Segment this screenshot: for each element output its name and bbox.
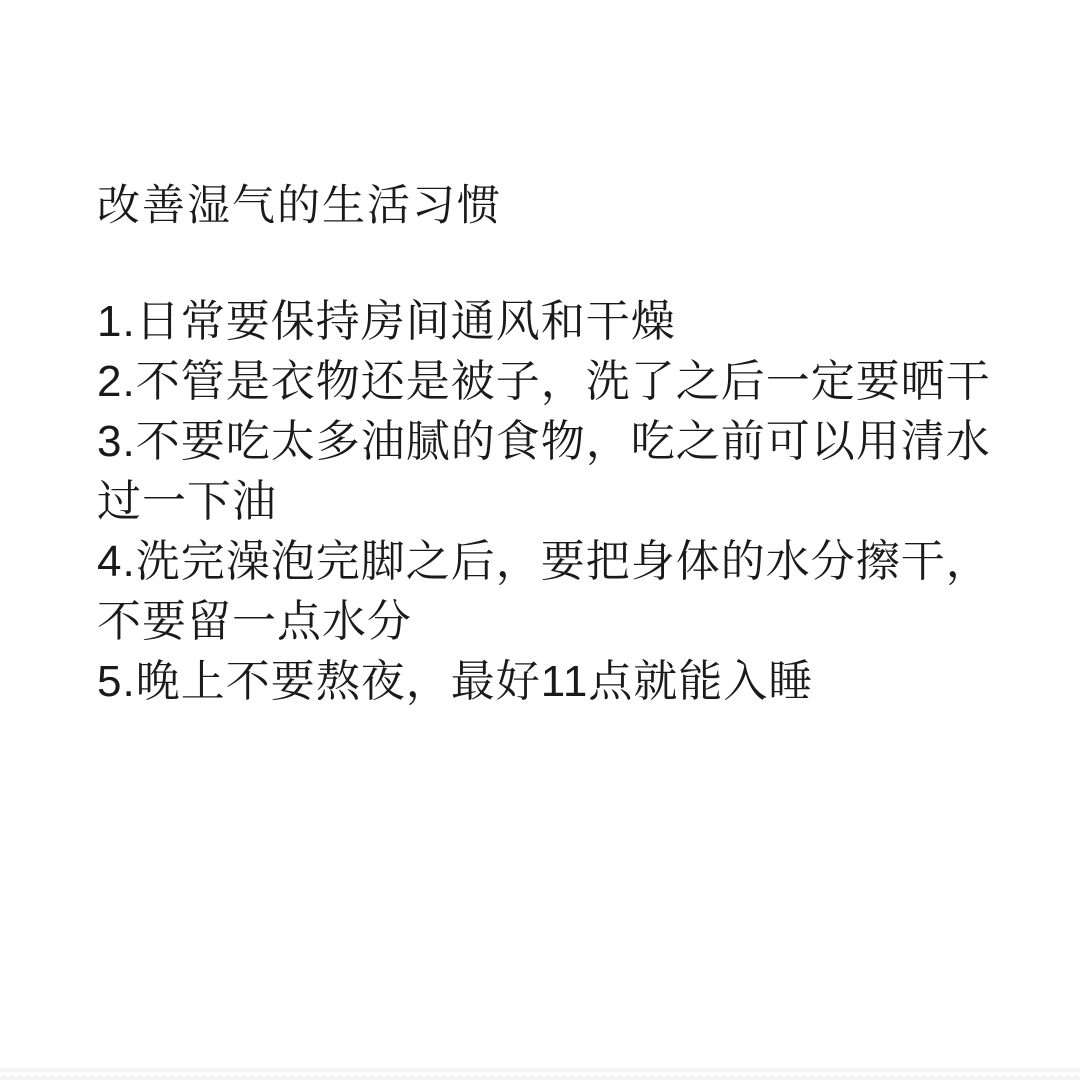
text-card [97, 176, 1020, 712]
page-title: 改善湿气的生活习惯 [97, 182, 502, 230]
habit-list [97, 292, 1020, 712]
list-item-3-line-1: 3.不要吃太多油腻的食物，吃之前可以用清水 [97, 417, 991, 466]
list-item-2: 2.不管是衣物还是被子，洗了之后一定要晒干 [97, 357, 991, 406]
list-item-5: 5.晚上不要熬夜，最好11点就能入睡 [97, 657, 814, 706]
list-item-1: 1.日常要保持房间通风和干燥 [97, 297, 676, 346]
list-item-3-line-2: 过一下油 [97, 477, 277, 526]
bottom-edge-decoration [0, 1068, 1080, 1080]
list-item-4-line-2: 不要留一点水分 [97, 597, 412, 646]
list-item-4-line-1: 4.洗完澡泡完脚之后，要把身体的水分擦干， [97, 537, 991, 586]
